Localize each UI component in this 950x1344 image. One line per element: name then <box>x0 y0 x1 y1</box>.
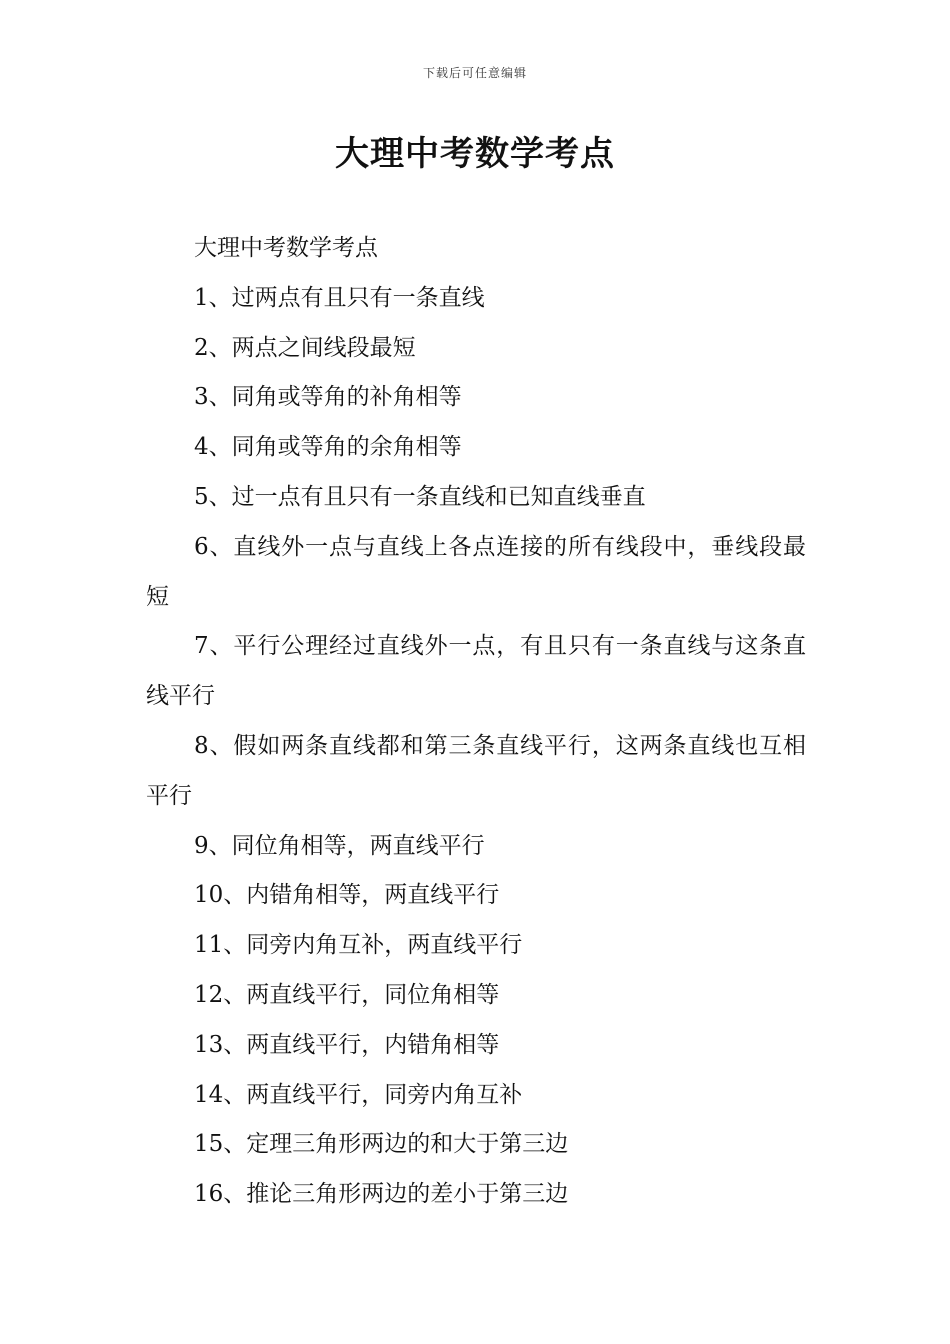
point-14: 14、两直线平行，同旁内角互补 <box>194 1081 523 1108</box>
point-11: 11、同旁内角互补，两直线平行 <box>194 932 523 959</box>
point-16: 16、推论三角形两边的差小于第三边 <box>194 1181 569 1208</box>
point-15: 15、定理三角形两边的和大于第三边 <box>194 1131 569 1158</box>
point-6: 6、直线外一点与直线上各点连接的所有线段中，垂线段最短 <box>146 533 806 610</box>
document-title: 大理中考数学考点 <box>335 134 615 174</box>
point-7: 7、平行公理经过直线外一点，有且只有一条直线与这条直线平行 <box>146 633 806 710</box>
point-13: 13、两直线平行，内错角相等 <box>194 1031 500 1058</box>
intro-paragraph: 大理中考数学考点 <box>194 235 378 261</box>
point-4: 4、同角或等角的余角相等 <box>194 434 462 461</box>
point-1: 1、过两点有且只有一条直线 <box>194 284 485 311</box>
point-5: 5、过一点有且只有一条直线和已知直线垂直 <box>194 483 646 510</box>
point-8: 8、假如两条直线都和第三条直线平行，这两条直线也互相平行 <box>146 732 806 809</box>
header-note: 下载后可任意编辑 <box>422 66 527 80</box>
point-2: 2、两点之间线段最短 <box>194 334 416 361</box>
point-3: 3、同角或等角的补角相等 <box>194 384 462 411</box>
point-12: 12、两直线平行，同位角相等 <box>194 981 500 1008</box>
document-body <box>146 224 806 1220</box>
point-10: 10、内错角相等，两直线平行 <box>194 882 500 909</box>
point-9: 9、同位角相等，两直线平行 <box>194 832 485 859</box>
